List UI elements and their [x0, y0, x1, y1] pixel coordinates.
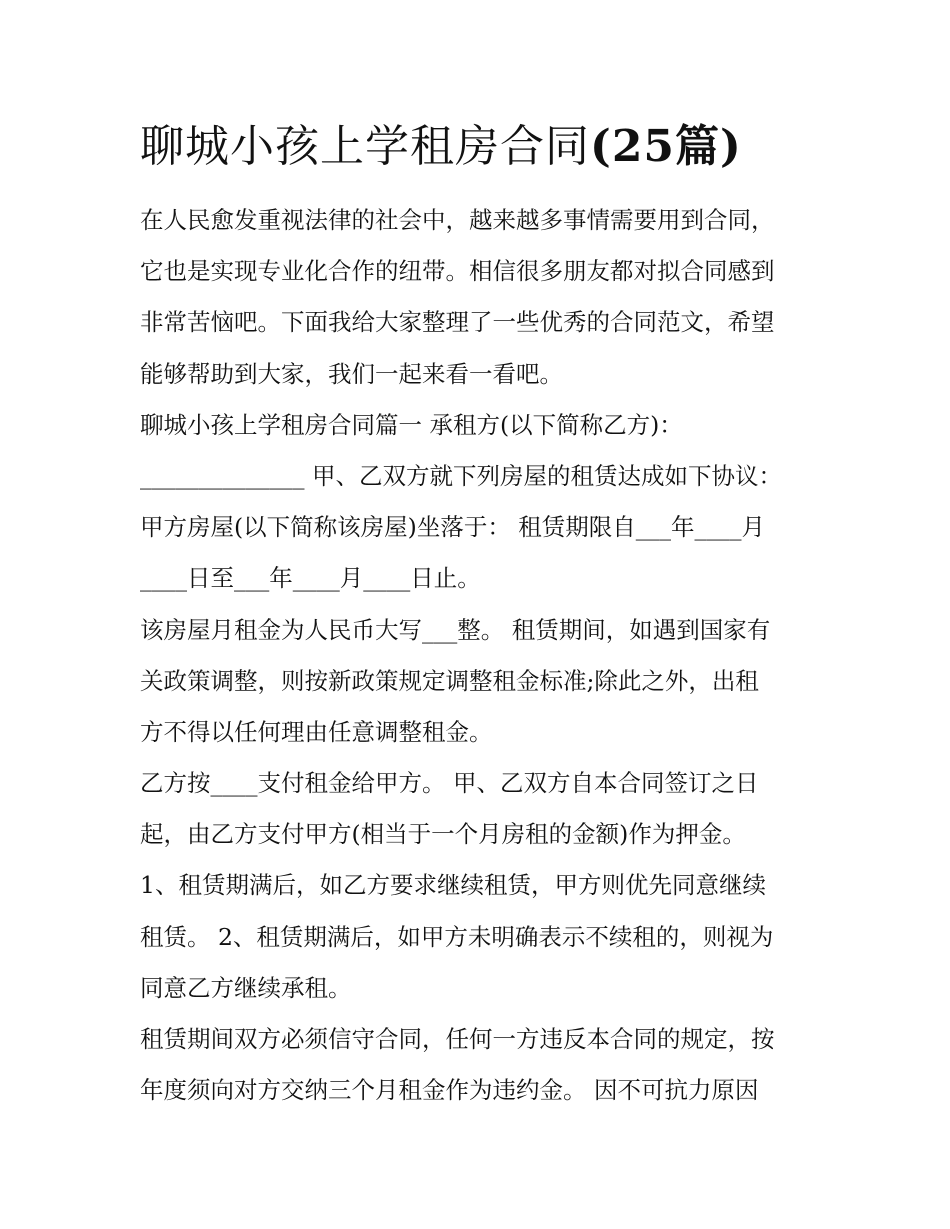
document-body — [140, 195, 820, 1116]
body-line: ______________ 甲、乙双方就下列房屋的租赁达成如下协议： — [140, 461, 782, 490]
document-title — [140, 112, 840, 182]
body-line: 关政策调整，则按新政策规定调整租金标准;除此之外，出租 — [140, 666, 759, 695]
body-line: 同意乙方继续承租。 — [140, 973, 352, 1002]
body-line: 年度须向对方交纳三个月租金作为违约金。 因不可抗力原因 — [140, 1076, 759, 1105]
body-line: 方不得以任何理由任意调整租金。 — [140, 717, 493, 746]
body-line: 租赁。 2、租赁期满后，如甲方未明确表示不续租的，则视为 — [140, 922, 774, 951]
body-line: 起，由乙方支付甲方(相当于一个月房租的金额)作为押金。 — [140, 820, 746, 849]
body-line: 乙方按____支付租金给甲方。 甲、乙双方自本合同签订之日 — [140, 769, 759, 798]
body-line: 租赁期间双方必须信守合同，任何一方违反本合同的规定，按 — [140, 1025, 775, 1053]
title-count: (25篇) — [590, 121, 742, 172]
body-line: 该房屋月租金为人民币大写___整。 租赁期间，如遇到国家有 — [140, 615, 771, 644]
body-line: 非常苦恼吧。下面我给大家整理了一些优秀的合同范文，希望 — [140, 308, 775, 337]
body-line: 它也是实现专业化合作的纽带。相信很多朋友都对拟合同感到 — [140, 257, 775, 286]
body-line: ____日至___年____月____日止。 — [140, 564, 481, 593]
body-line: 1、租赁期满后，如乙方要求继续租赁，甲方则优先同意继续 — [140, 871, 766, 900]
body-line: 甲方房屋(以下简称该房屋)坐落于： 租赁期限自___年____月 — [140, 513, 766, 542]
body-line: 聊城小孩上学租房合同篇一 承租方(以下简称乙方)： — [140, 410, 683, 439]
body-line: 能够帮助到大家，我们一起来看一看吧。 — [140, 359, 563, 388]
title-main: 聊城小孩上学租房合同 — [140, 121, 590, 172]
body-line: 在人民愈发重视法律的社会中，越来越多事情需要用到合同， — [140, 206, 775, 234]
